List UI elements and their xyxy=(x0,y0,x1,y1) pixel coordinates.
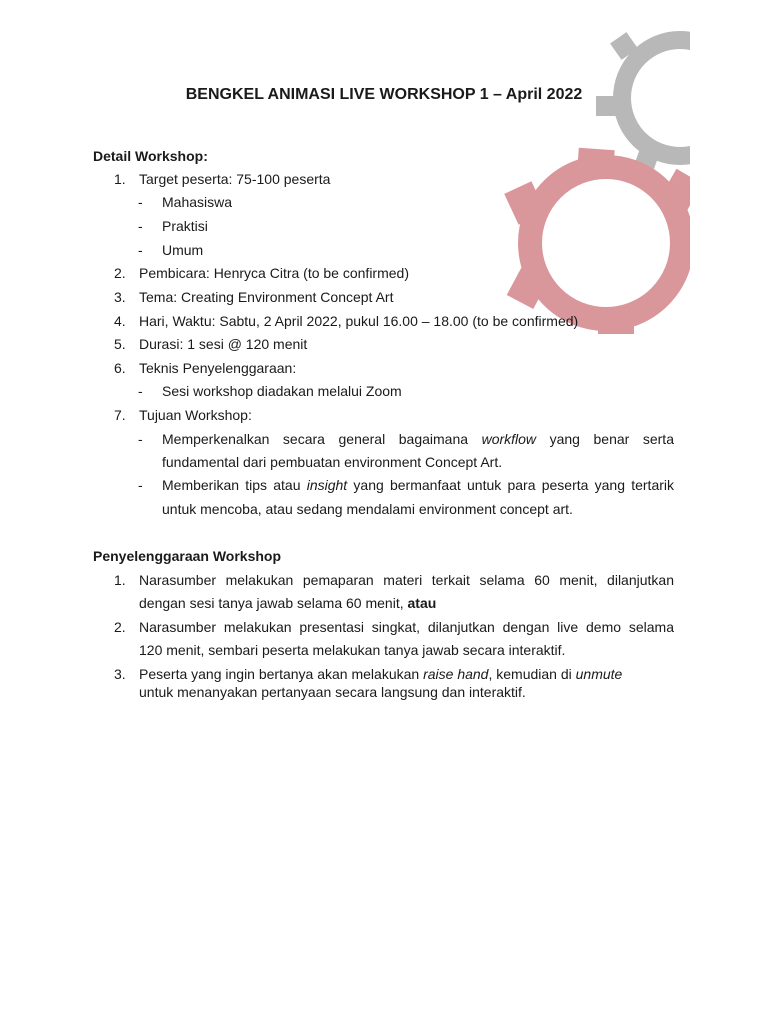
detail-item-7-text: Tujuan Workshop: xyxy=(139,407,252,423)
penyelenggaraan-item-2-line-1: Narasumber melakukan presentasi singkat, dilanjutkan dengan live demo selama xyxy=(139,619,674,635)
goal-1-text-a: Memperkenalkan secara general bagaimana xyxy=(162,431,482,447)
detail-item-3-text: Tema: Creating Environment Concept Art xyxy=(139,289,394,305)
detail-item-1-sub-3: Umum xyxy=(162,242,204,258)
penyelenggaraan-item-1-text: dengan sesi tanya jawab selama 60 menit, xyxy=(139,595,408,611)
red-gear-icon xyxy=(504,148,702,334)
detail-item-1-sub-2: Praktisi xyxy=(162,218,208,234)
goal-1-line-2: fundamental dari pembuatan environment Concept Art. xyxy=(162,454,503,470)
detail-item-2-number: 2. xyxy=(114,265,126,281)
detail-heading: Detail Workshop: xyxy=(93,148,208,164)
goal-2-text-b: yang bermanfaat untuk para peserta yang tertarik xyxy=(347,477,674,493)
detail-item-5-number: 5. xyxy=(114,336,126,352)
detail-item-4-number: 4. xyxy=(114,313,126,329)
penyelenggaraan-item-2-number: 2. xyxy=(114,619,126,635)
bullet-dash: - xyxy=(138,383,143,399)
bullet-dash: - xyxy=(138,477,143,493)
penyelenggaraan-item-1-line-2 xyxy=(139,594,436,612)
bullet-dash: - xyxy=(138,218,143,234)
goal-2-text-a: Memberikan tips atau xyxy=(162,477,307,493)
penyelenggaraan-item-3-text-b: , kemudian di xyxy=(488,666,576,682)
bullet-dash: - xyxy=(138,431,143,447)
penyelenggaraan-heading: Penyelenggaraan Workshop xyxy=(93,548,282,564)
penyelenggaraan-item-3-number: 3. xyxy=(114,666,126,682)
penyelenggaraan-item-3-line-1 xyxy=(139,665,622,683)
document-title: BENGKEL ANIMASI LIVE WORKSHOP 1 – April 2022 xyxy=(185,86,583,103)
penyelenggaraan-item-1-line-1: Narasumber melakukan pemaparan materi terkait selama 60 menit, dilanjutkan xyxy=(139,572,674,588)
detail-item-4-text: Hari, Waktu: Sabtu, 2 April 2022, pukul 16.00 – 18.00 (to be confirmed) xyxy=(139,313,579,329)
detail-item-1-text: Target peserta: 75-100 peserta xyxy=(139,171,331,187)
bullet-dash: - xyxy=(138,194,143,210)
penyelenggaraan-item-1-number: 1. xyxy=(114,572,126,588)
goal-1-text-b: yang benar serta xyxy=(536,431,674,447)
penyelenggaraan-item-3-line-2: untuk menanyakan pertanyaan secara langsung dan interaktif. xyxy=(139,684,526,700)
penyelenggaraan-item-1-bold: atau xyxy=(407,595,437,611)
bullet-dash: - xyxy=(138,242,143,258)
detail-item-6-sub-1: Sesi workshop diadakan melalui Zoom xyxy=(162,383,402,399)
goal-2-line-2: untuk mencoba, atau sedang mendalami environment concept art. xyxy=(162,501,573,517)
penyelenggaraan-item-3-text-a: Peserta yang ingin bertanya akan melakukan xyxy=(139,666,424,682)
detail-item-1-sub-1: Mahasiswa xyxy=(162,194,233,210)
detail-item-7-number: 7. xyxy=(114,407,126,423)
detail-item-5-text: Durasi: 1 sesi @ 120 menit xyxy=(139,336,308,352)
detail-item-6-number: 6. xyxy=(114,360,126,376)
detail-item-3-number: 3. xyxy=(114,289,126,305)
penyelenggaraan-item-3-emphasis-2: unmute xyxy=(575,666,623,682)
penyelenggaraan-item-3-emphasis-1: raise hand xyxy=(423,666,489,682)
detail-item-2-text: Pembicara: Henryca Citra (to be confirmed) xyxy=(139,265,409,281)
goal-2-line-1 xyxy=(162,476,674,494)
detail-item-6-text: Teknis Penyelenggaraan: xyxy=(139,360,297,376)
detail-item-1-number: 1. xyxy=(114,171,126,187)
goal-1-line-1 xyxy=(162,430,674,448)
goal-1-emphasis: workflow xyxy=(481,431,537,447)
goal-2-emphasis: insight xyxy=(306,477,348,493)
penyelenggaraan-item-2-line-2: 120 menit, sembari peserta melakukan tanya jawab secara interaktif. xyxy=(139,642,566,658)
